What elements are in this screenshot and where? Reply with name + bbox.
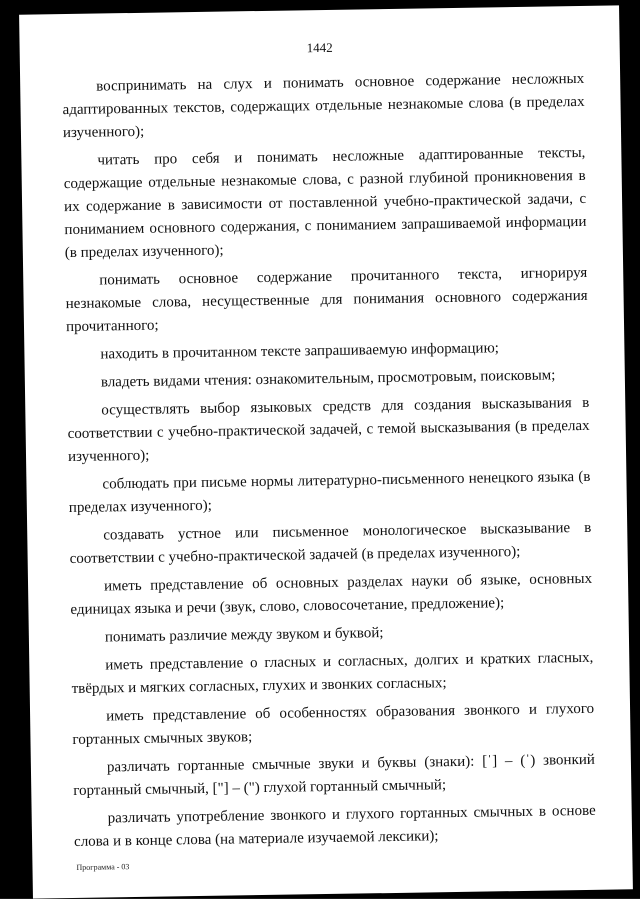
paragraph: находить в прочитанном тексте запрашиваемую информацию; — [100, 340, 500, 363]
footer-label: Программа - 03 — [76, 862, 130, 872]
paragraph: владеть видами чтения: ознакомительным, просмотровым, поисковым; — [100, 367, 556, 391]
paragraph: воспринимать на слух и понимать основное содержание несложных адаптированных текстов, содержащих отдельные незнакомые слова (в пределах изученного); — [62, 70, 585, 142]
paragraph: понимать основное содержание прочитанного текста, игнорируя незнакомые слова, несущественные для понимания основного содержания прочитанного; — [65, 264, 588, 336]
page-number: 1442 — [306, 39, 333, 56]
paragraph: различать гортанные смычные звуки и буквы (знаки): [ˈ] – (ˈ) звонкий гортанный смычный, ["] – (") глухой гортанный смычный; — [73, 751, 595, 800]
paragraph: осуществлять выбор языковых средств для создания высказывания в соответствии с учебно-практической задачей, с темой высказывания (в пределах изученного); — [67, 394, 590, 466]
paragraph: иметь представление о гласных и согласных, долгих и кратких гласных, твёрдых и мягких согласных, глухих и звонких согласных; — [71, 649, 594, 698]
paragraph: различать употребление звонкого и глухого гортанных смычных в основе слова и в конце слова (на материале изучаемой лексики); — [73, 802, 596, 851]
paragraph: иметь представление об особенностях образования звонкого и глухого гортанных смычных звуков; — [72, 700, 595, 749]
page-content — [62, 68, 596, 859]
paragraph: понимать различие между звуком и буквой; — [104, 625, 384, 646]
paragraph: создавать устное или письменное монологическое высказывание в соответствии с учебно-практической задачей (в пределах изученного); — [69, 519, 592, 568]
paragraph: соблюдать при письме нормы литературно-письменного ненецкого языка (в пределах изученного); — [68, 468, 591, 517]
paragraph: читать про себя и понимать несложные адаптированные тексты, содержащие отдельные незнакомые слова, с разной глубиной проникновения в их содержание в зависимости от поставленной учебно-практической задачи, с пониманием основного содержания, с пониманием запрашиваемой информации (в пределах изученного); — [63, 144, 587, 262]
document-page — [19, 5, 633, 898]
paragraph: иметь представление об основных разделах науки об языке, основных единицах языка и речи (звук, слово, словосочетание, предложение); — [70, 570, 593, 619]
